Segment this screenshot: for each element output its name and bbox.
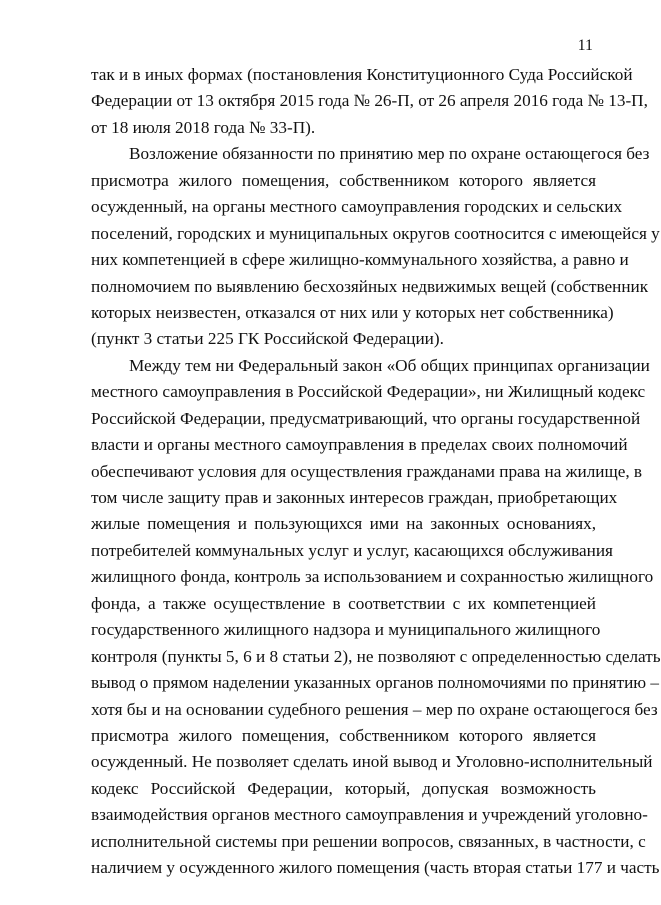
- text-line: Российской Федерации, предусматривающий, что органы государственной: [91, 408, 641, 428]
- text-line: жилые помещения и пользующихся ими на законных основаниях,: [91, 514, 596, 534]
- paragraph-first-line: Возложение обязанности по принятию мер по охране остающегося без: [129, 144, 650, 164]
- text-line: кодекс Российской Федерации, который, допуская возможность: [91, 778, 596, 798]
- text-line: (пункт 3 статьи 225 ГК Российской Федерации).: [91, 329, 444, 349]
- text-line: присмотра жилого помещения, собственником которого является: [91, 170, 596, 190]
- text-line: исполнительной системы при решении вопросов, связанных, в частности, с: [91, 831, 646, 851]
- text-line: том числе защиту прав и законных интересов граждан, приобретающих: [91, 488, 618, 507]
- text-line: местного самоуправления в Российской Федерации», ни Жилищный кодекс: [91, 382, 646, 402]
- text-line: наличием у осужденного жилого помещения (часть вторая статьи 177 и часть: [91, 858, 660, 878]
- text-line: которых неизвестен, отказался от них или у которых нет собственника): [91, 302, 614, 322]
- text-line: фонда, а также осуществление в соответствии с их компетенцией: [91, 593, 596, 613]
- text-line: потребителей коммунальных услуг и услуг, касающихся обслуживания: [91, 540, 613, 560]
- text-line: так и в иных формах (постановления Конституционного Суда Российской: [91, 65, 633, 84]
- text-line: от 18 июля 2018 года № 33-П).: [91, 117, 316, 137]
- text-line: жилищного фонда, контроль за использованием и сохранностью жилищного: [91, 567, 654, 587]
- text-line: обеспечивают условия для осуществления гражданами права на жилище, в: [91, 461, 643, 481]
- text-line: осужденный, на органы местного самоуправления городских и сельских: [91, 197, 623, 217]
- text-line: контроля (пункты 5, 6 и 8 статьи 2), не позволяют с определенностью сделать: [91, 646, 661, 666]
- text-line: Федерации от 13 октября 2015 года № 26-П, от 26 апреля 2016 года № 13-П,: [91, 91, 648, 111]
- text-line: них компетенцией в сфере жилищно-коммунального хозяйства, а равно и: [91, 250, 629, 270]
- body-text: [91, 62, 661, 882]
- page-number: 11: [577, 37, 593, 54]
- text-line: взаимодействия органов местного самоуправления и учреждений уголовно-: [91, 805, 648, 825]
- text-line: полномочием по выявлению бесхозяйных недвижимых вещей (собственник: [91, 276, 649, 296]
- paragraph-first-line: Между тем ни Федеральный закон «Об общих принципах организации: [129, 355, 650, 375]
- text-line: власти и органы местного самоуправления в пределах своих полномочий: [91, 435, 628, 455]
- text-line: присмотра жилого помещения, собственником которого является: [91, 725, 596, 745]
- text-line: вывод о прямом наделении указанных органов полномочиями по принятию –: [91, 673, 660, 693]
- text-line: поселений, городских и муниципальных округов соотносится с имеющейся у: [91, 223, 660, 243]
- text-line: государственного жилищного надзора и муниципального жилищного: [91, 620, 601, 640]
- text-line: осужденный. Не позволяет сделать иной вывод и Уголовно-исполнительный: [91, 752, 653, 772]
- text-line: хотя бы и на основании судебного решения – мер по охране остающегося без: [91, 699, 658, 719]
